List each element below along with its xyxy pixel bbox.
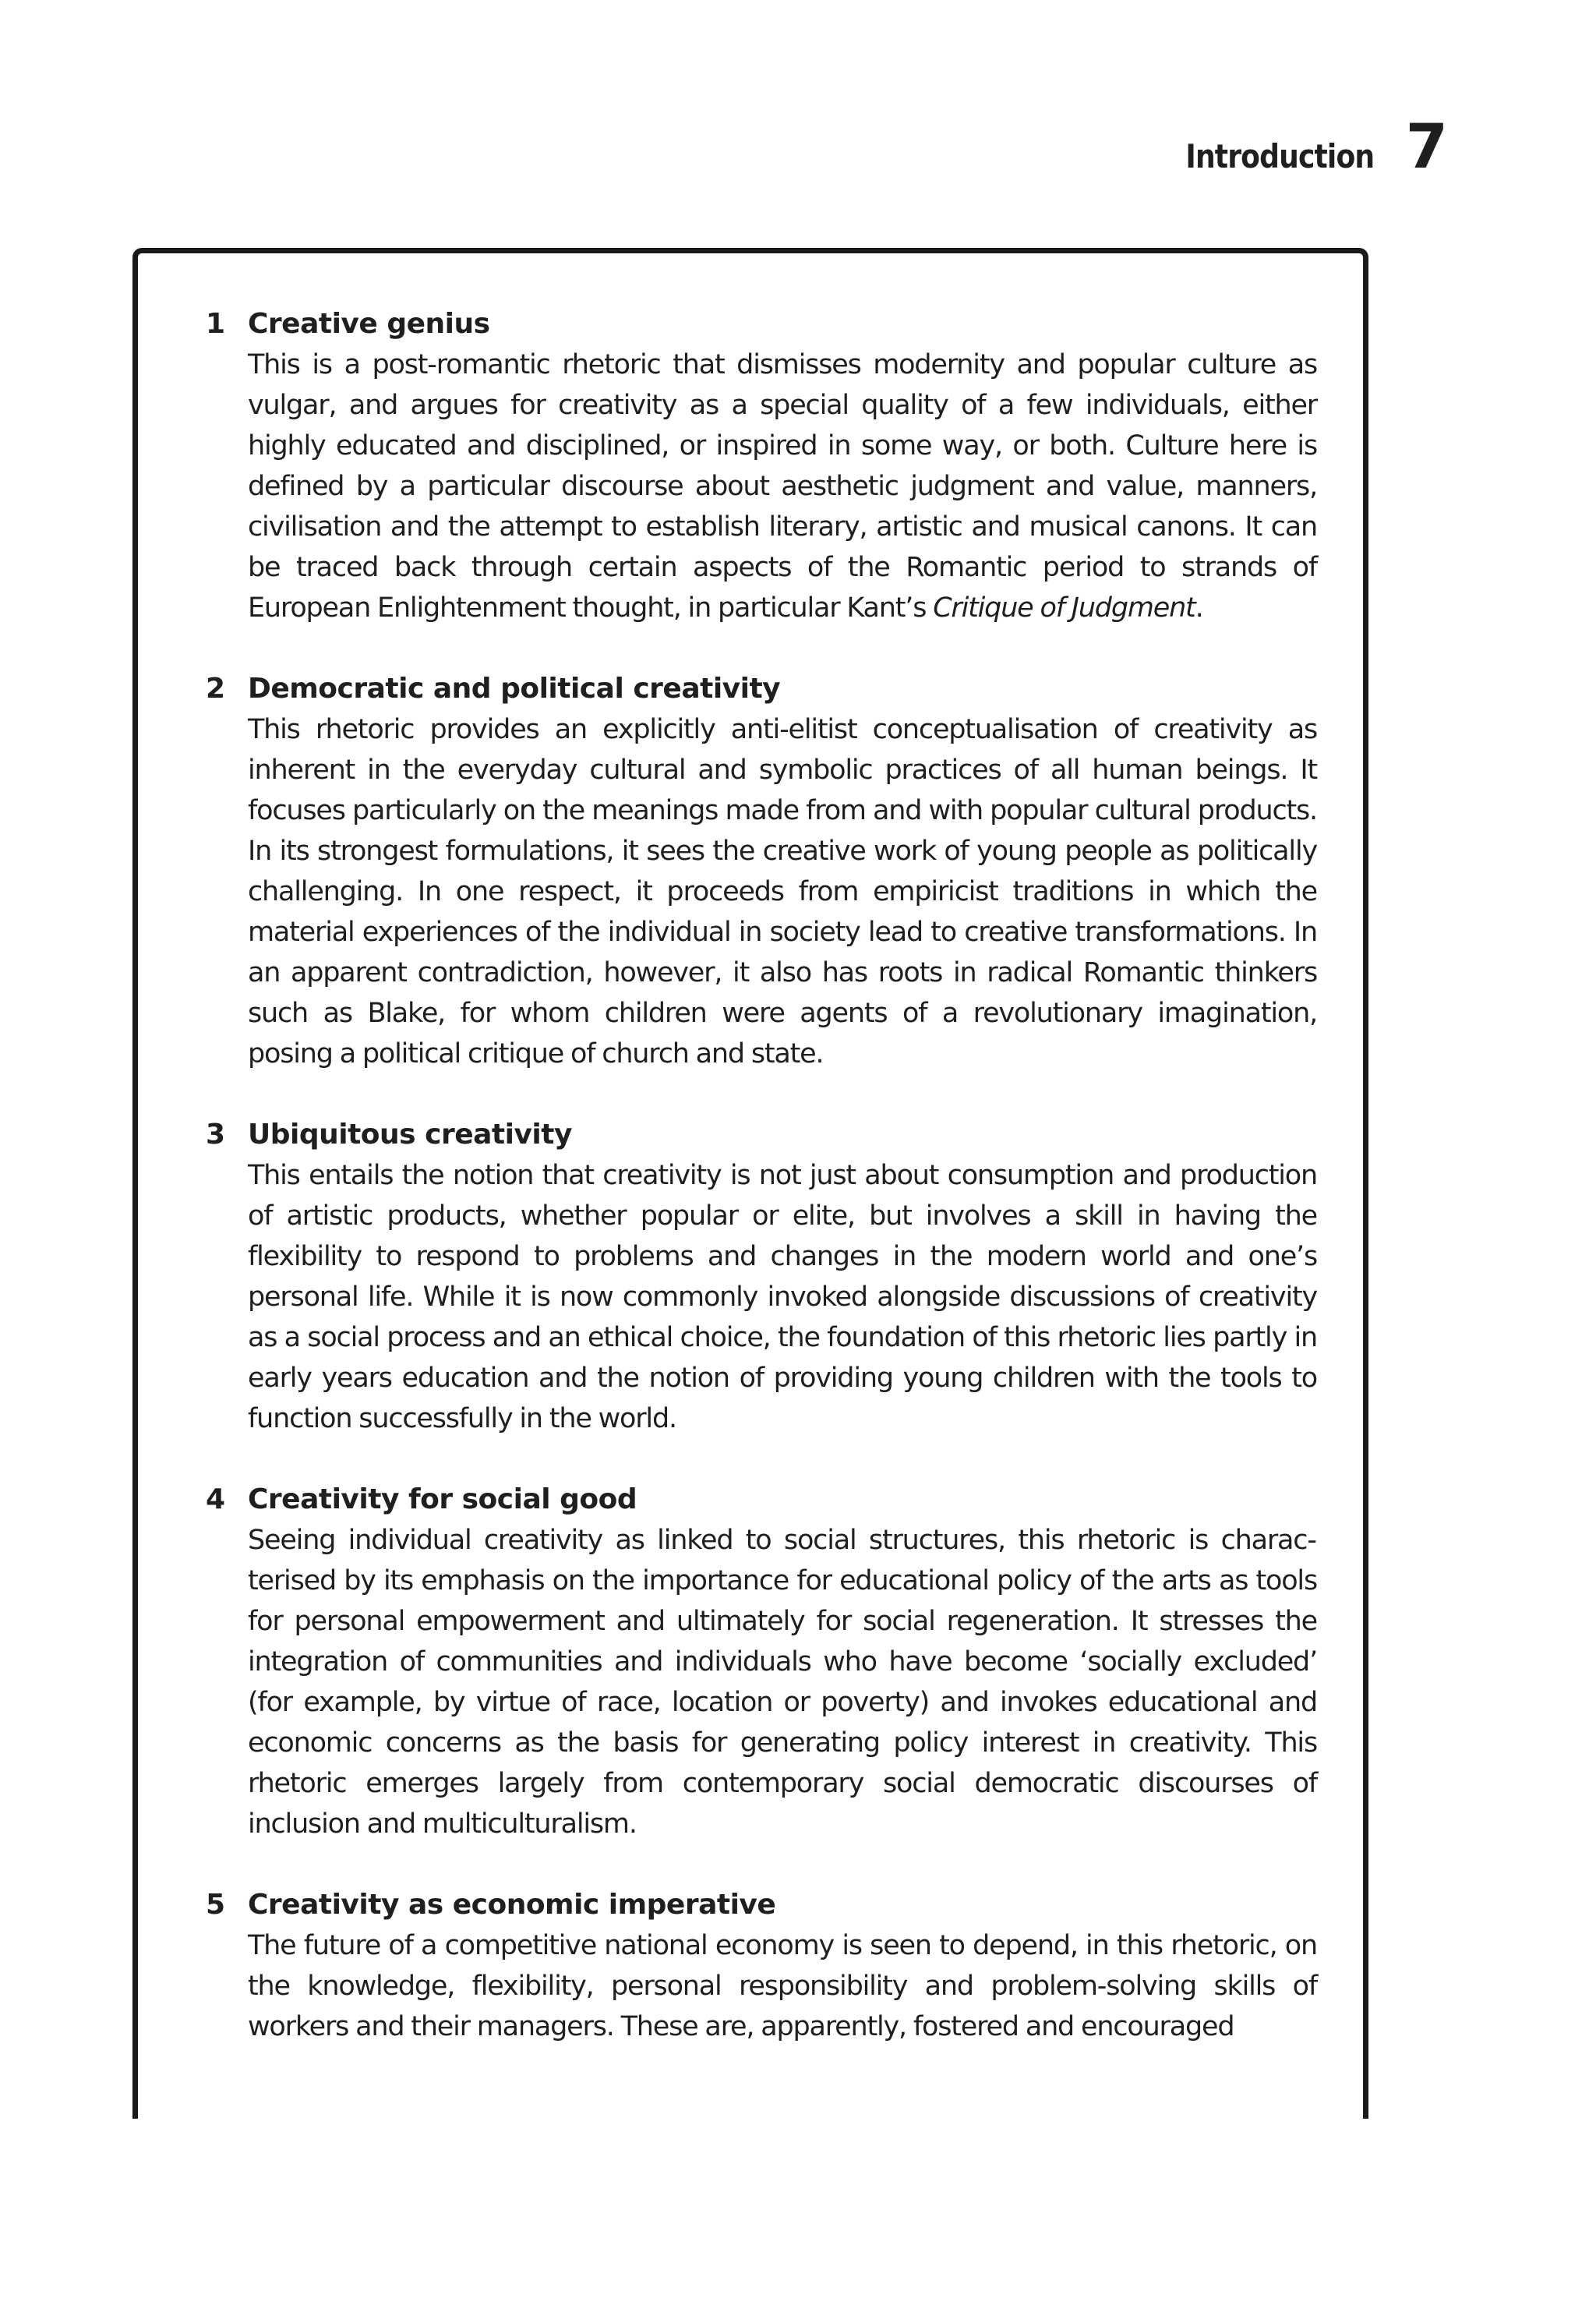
- list-item-social-good: [206, 1480, 1317, 1844]
- item-number: 1: [206, 308, 226, 340]
- item-heading: Democratic and political creativity: [248, 673, 781, 705]
- item-body-end: .: [1195, 592, 1203, 624]
- item-body-text: This is a post-romantic rhetoric that dismisses modernity and popular culture as vulgar, and argues for creativity as a special quality of a few individuals, either highly educated and disciplined, or inspired in some way, or both. Culture here is defined by a particular discourse about aesthetic judgment and value, manners, civilisation and the attempt to establish literary, artistic and musical canons. It can be traced back through certain aspects of the Romantic period to strands of European Enlightenment thought, in particular Kant’s: [248, 349, 1317, 624]
- list-item-democratic-political: [206, 669, 1317, 1074]
- item-heading: Ubiquitous creativity: [248, 1119, 572, 1151]
- item-body: Seeing individual creativity as linked to social structures, this rhetoric is characterised by its emphasis on the importance for educational policy of the arts as tools for personal empowerment and ultimately for social regeneration. It stresses the integration of communities and individuals who have become ‘socially excluded’ (for example, by virtue of race, location or poverty) and invokes educational and economic concerns as the basis for generating policy interest in creativity. This rhetoric emerges largely from contemporary social democratic discourses of inclusion and multiculturalism.: [248, 1525, 1317, 1840]
- running-head: [1155, 112, 1448, 182]
- item-number: 2: [206, 673, 226, 705]
- list-item-economic-imperative: [206, 1885, 1317, 2047]
- item-number: 3: [206, 1119, 226, 1151]
- list-item-creative-genius: [206, 304, 1317, 628]
- item-body: [248, 345, 1317, 628]
- running-title: Introduction: [1185, 137, 1375, 175]
- list-item-ubiquitous: [206, 1115, 1317, 1439]
- item-body: This entails the notion that creativity is not just about consumption and production of artistic products, whether popular or elite, but involves a skill in having the flexibility to respond to problems and changes in the modern world and one’s personal life. While it is now commonly invoked alongside discussions of creativity as a social process and an ethical choice, the foundation of this rhetoric lies partly in early years education and the notion of providing young children with the tools to function successfully in the world.: [248, 1160, 1317, 1434]
- book-title-italic: Critique of Judgment: [933, 592, 1195, 624]
- item-heading: Creative genius: [248, 308, 490, 340]
- item-number: 5: [206, 1889, 226, 1921]
- item-heading: Creativity as economic imperative: [248, 1889, 776, 1921]
- rhetorics-list: [206, 304, 1317, 2088]
- item-heading: Creativity for social good: [248, 1483, 637, 1515]
- item-body: The future of a competitive national economy is seen to depend, in this rhetoric, on the knowledge, flexibility, personal responsibility and problem-solving skills of workers and their managers. These are, apparently, fostered and encouraged: [248, 1930, 1317, 2042]
- item-number: 4: [206, 1483, 226, 1515]
- item-body: This rhetoric provides an explicitly anti-elitist conceptualisation of creativity as inherent in the everyday cultural and symbolic practices of all human beings. It focuses particularly on the meanings made from and with popular cultural products. In its strongest formulations, it sees the creative work of young people as politically challenging. In one respect, it proceeds from empiricist traditions in which the material experiences of the individual in society lead to creative transformations. In an apparent contradiction, however, it also has roots in radical Romantic thinkers such as Blake, for whom children were agents of a revolutionary imagination, posing a political critique of church and state.: [248, 714, 1317, 1069]
- page-number: 7: [1405, 112, 1448, 182]
